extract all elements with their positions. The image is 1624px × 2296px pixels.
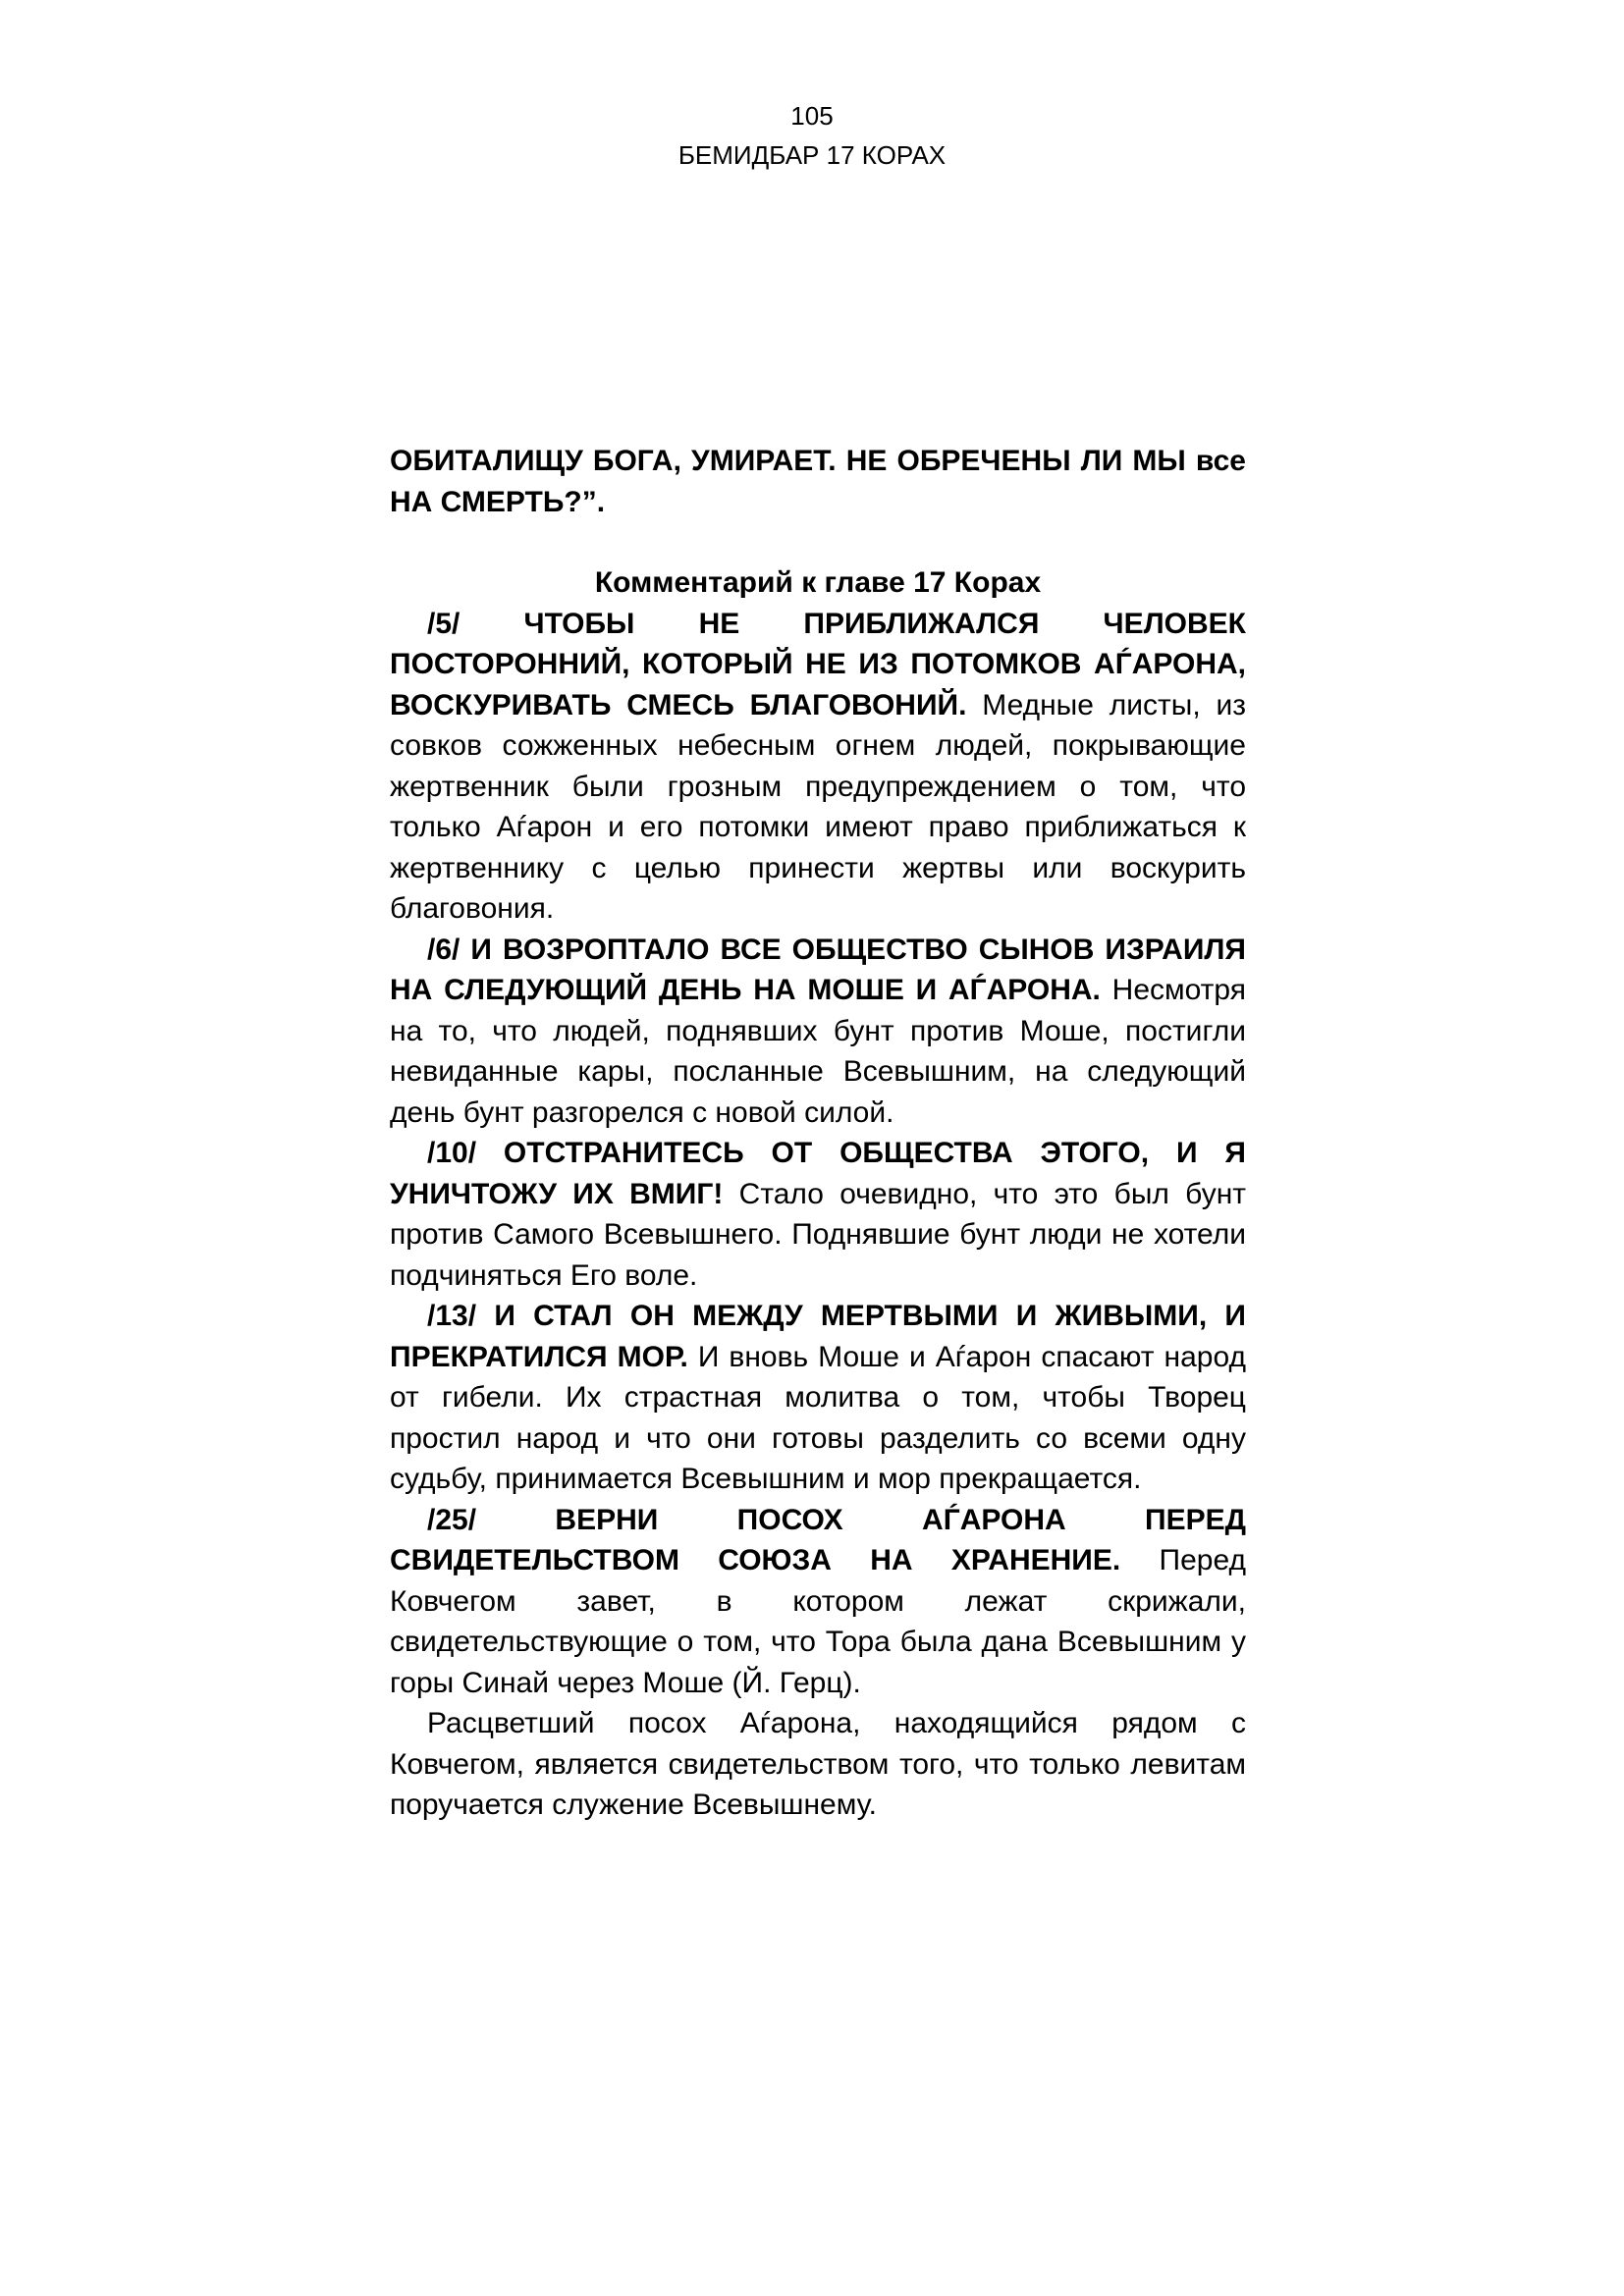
running-head: БЕМИДБАР 17 КОРАХ (677, 140, 947, 170)
verse-paragraph (390, 1500, 1246, 1704)
verse-commentary: Стало очевидно, что это был бунт против Самого Всевышнего. Поднявшие бунт люди не хотели подчиняться Его воле. (390, 1177, 1247, 1292)
verse-lemma: /6/ И ВОЗРОПТАЛО ВСЕ ОБЩЕСТВО СЫНОВ ИЗРАИЛЯ НА СЛЕДУЮЩИЙ ДЕНЬ НА МОШЕ И АЃАРОНА. (390, 933, 1246, 1006)
verse-paragraph (390, 1133, 1246, 1296)
verse-paragraph (390, 1296, 1246, 1500)
verse-commentary: Медные листы, из совков сожженных небесным огнем людей, покрывающие жертвенник были грозным предупреждением о том, что только Аѓарон и его потомки имеют право приближаться к жертвеннику с целью принести жертвы или воскурить благовония. (390, 688, 1246, 925)
verse-lemma: /25/ ВЕРНИ ПОСОХ АЃАРОНА ПЕРЕД СВИДЕТЕЛЬСТВОМ СОЮЗА НА ХРАНЕНИЕ. (390, 1503, 1246, 1576)
verse-commentary: Перед Ковчегом завет, в котором лежат скрижали, свидетельствующие о том, что Тора была дана Всевышним у горы Синай через Моше (Й. Герц). (390, 1544, 1247, 1699)
verse-lemma: /5/ ЧТОБЫ НЕ ПРИБЛИЖАЛСЯ ЧЕЛОВЕК ПОСТОРОННИЙ, КОТОРЫЙ НЕ ИЗ ПОТОМКОВ АЃАРОНА, ВОСКУРИВАТЬ СМЕСЬ БЛАГОВОНИЙ. (390, 607, 1246, 721)
closing-paragraph: Расцветший посох Аѓарона, находящийся рядом с Ковчегом, является свидетельством того, что только левитам поручается служение Всевышнему. (390, 1707, 1246, 1821)
verse-lemma: /13/ И СТАЛ ОН МЕЖДУ МЕРТВЫМИ И ЖИВЫМИ, И ПРЕКРАТИЛСЯ МОР. (390, 1300, 1246, 1373)
verse-lemma: /10/ ОТСТРАНИТЕСЬ ОТ ОБЩЕСТВА ЭТОГО, И Я УНИЧТОЖУ ИХ ВМИГ! (390, 1137, 1246, 1210)
verse-commentary: Несмотря на то, что людей, поднявших бунт против Моше, постигли невиданные кары, посланные Всевышним, на следующий день бунт разгорелся с новой силой. (390, 974, 1246, 1129)
continuation-paragraph: ОБИТАЛИЩУ БОГА, УМИРАЕТ. НЕ ОБРЕЧЕНЫ ЛИ МЫ все НА СМЕРТЬ?”. (390, 445, 1246, 518)
verse-commentary: И вновь Моше и Аѓарон спасают народ от гибели. Их страстная молитва о том, чтобы Творец простил народ и что они готовы разделить со всеми одну судьбу, принимается Всевышним и мор прекращается. (390, 1340, 1247, 1495)
verse-paragraph (390, 604, 1246, 930)
verse-paragraph (390, 930, 1246, 1134)
body-text (390, 441, 1246, 1826)
comment-heading: Комментарий к главе 17 Корах (594, 566, 1042, 599)
page-number: 105 (790, 101, 834, 131)
